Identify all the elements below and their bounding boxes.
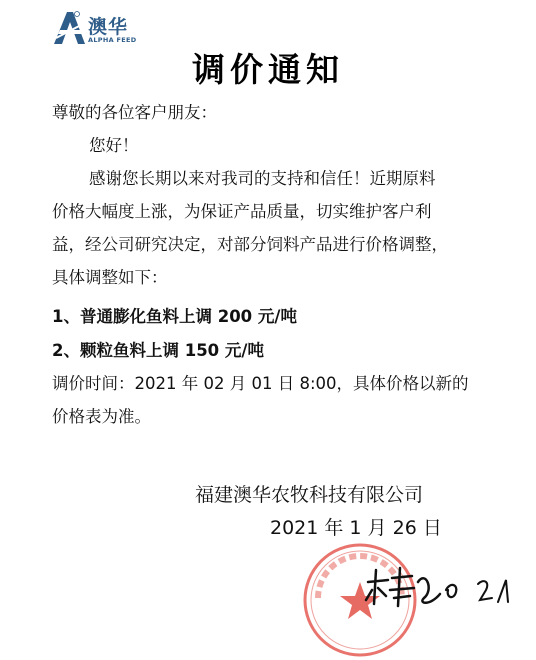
time-line-2: 价格表为准。 [52,407,151,426]
logo-subtitle: ALPHA FEED [88,36,137,44]
alpha-feed-logo-icon [52,10,86,46]
body-line-1: 感谢您长期以来对我司的支持和信任！近期原料 [89,169,436,188]
company-name: 福建澳华农牧科技有限公司 [195,484,424,506]
body-line-2: 价格大幅度上涨，为保证产品质量，切实维护客户利 [52,202,432,221]
body-line-3: 益，经公司研究决定，对部分饲料产品进行价格调整， [52,235,448,254]
price-item-1: 1、普通膨化鱼料上调 200 元/吨 [52,307,297,326]
page-title: 调价通知 [192,50,344,89]
hello-line: 您好！ [89,136,139,155]
company-logo [52,10,162,46]
handwritten-signature [360,560,520,615]
logo-brand-text: 澳华 [88,16,129,38]
time-line-1: 调价时间：2021 年 02 月 01 日 8:00，具体价格以新的 [52,374,469,393]
body-line-4: 具体调整如下： [52,268,168,287]
issue-date: 2021 年 1 月 26 日 [270,517,442,539]
price-item-2: 2、颗粒鱼料上调 150 元/吨 [52,341,264,360]
greeting-line: 尊敬的各位客户朋友： [52,103,217,122]
